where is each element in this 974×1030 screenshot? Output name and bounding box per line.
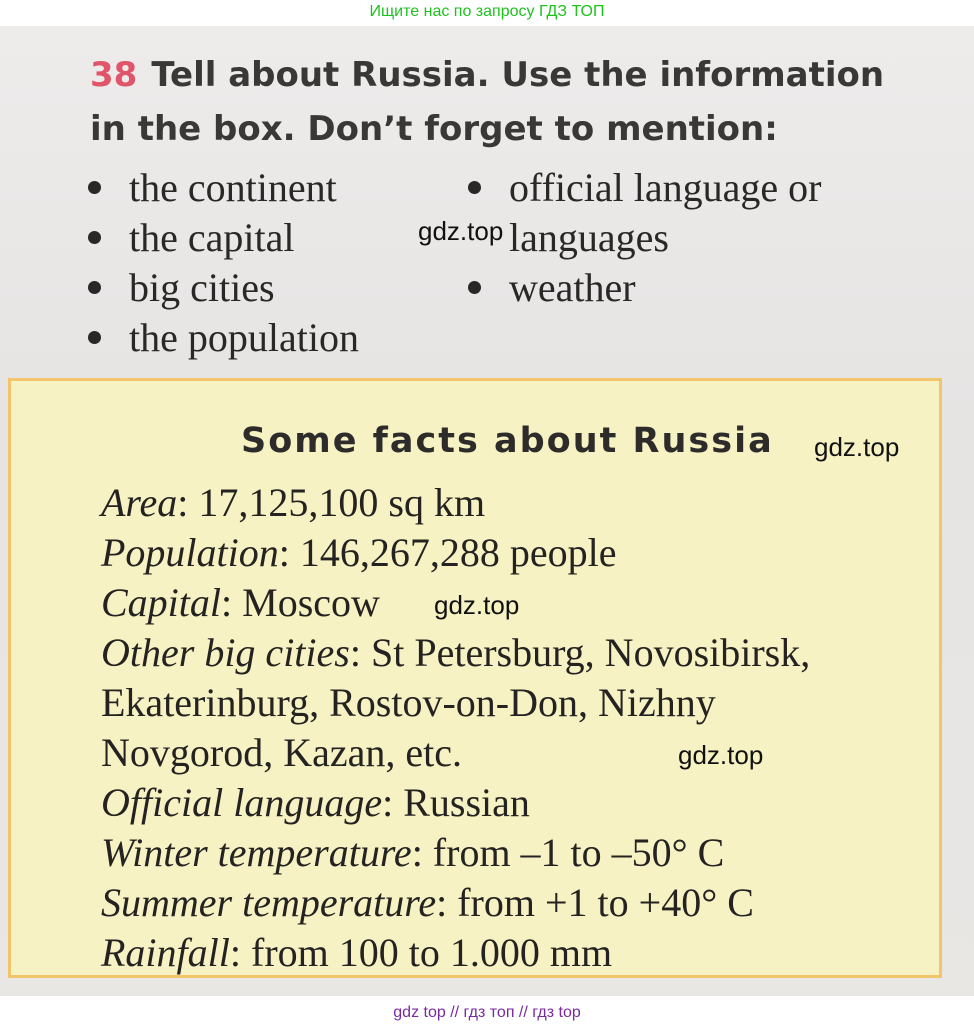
exercise-title-line1: Tell about Russia. Use the information [151, 55, 885, 95]
bullet-icon [88, 281, 101, 294]
list-item: the capital [88, 214, 294, 261]
fact-row: Winter temperature: from –1 to –50° C [101, 830, 725, 875]
fact-row: Summer temperature: from +1 to +40° C [101, 880, 754, 925]
fact-row: Official language: Russian [101, 780, 530, 825]
facts-box-title: Some facts about Russia [241, 421, 774, 461]
watermark: gdz.top [814, 432, 900, 462]
watermark: gdz.top [418, 216, 504, 246]
fact-row: Other big cities: St Petersburg, Novosibirsk, [101, 630, 811, 675]
list-item: official language or [468, 164, 821, 211]
exercise-number: 38 [90, 55, 138, 95]
exercise-title-line2: in the box. Don’t forget to mention: [90, 109, 778, 149]
list-item: weather [468, 264, 636, 311]
fact-row: Capital: Moscow [101, 580, 380, 625]
bullet-icon [88, 331, 101, 344]
list-item: the continent [88, 164, 337, 211]
fact-row: Area: 17,125,100 sq km [101, 480, 486, 525]
list-item: the population [88, 314, 359, 361]
fact-row: Novgorod, Kazan, etc. [101, 730, 462, 775]
exercise-header [90, 48, 884, 156]
fact-row: Rainfall: from 100 to 1.000 mm [101, 930, 613, 975]
bullet-icon [468, 281, 481, 294]
bullet-icon [88, 181, 101, 194]
textbook-page [0, 26, 974, 996]
fact-row: Ekaterinburg, Rostov-on-Don, Nizhny [101, 680, 716, 725]
list-item-continuation: languages [509, 215, 669, 260]
watermark: gdz.top [678, 740, 764, 770]
bullet-icon [468, 181, 481, 194]
list-item: big cities [88, 264, 275, 311]
fact-row: Population: 146,267,288 people [101, 530, 617, 575]
facts-box [8, 378, 942, 978]
bottom-banner: gdz top // гдз топ // гдз top [393, 1004, 581, 1021]
watermark: gdz.top [434, 590, 520, 620]
top-banner: Ищите нас по запросу ГДЗ ТОП [369, 3, 605, 20]
bullet-icon [88, 231, 101, 244]
